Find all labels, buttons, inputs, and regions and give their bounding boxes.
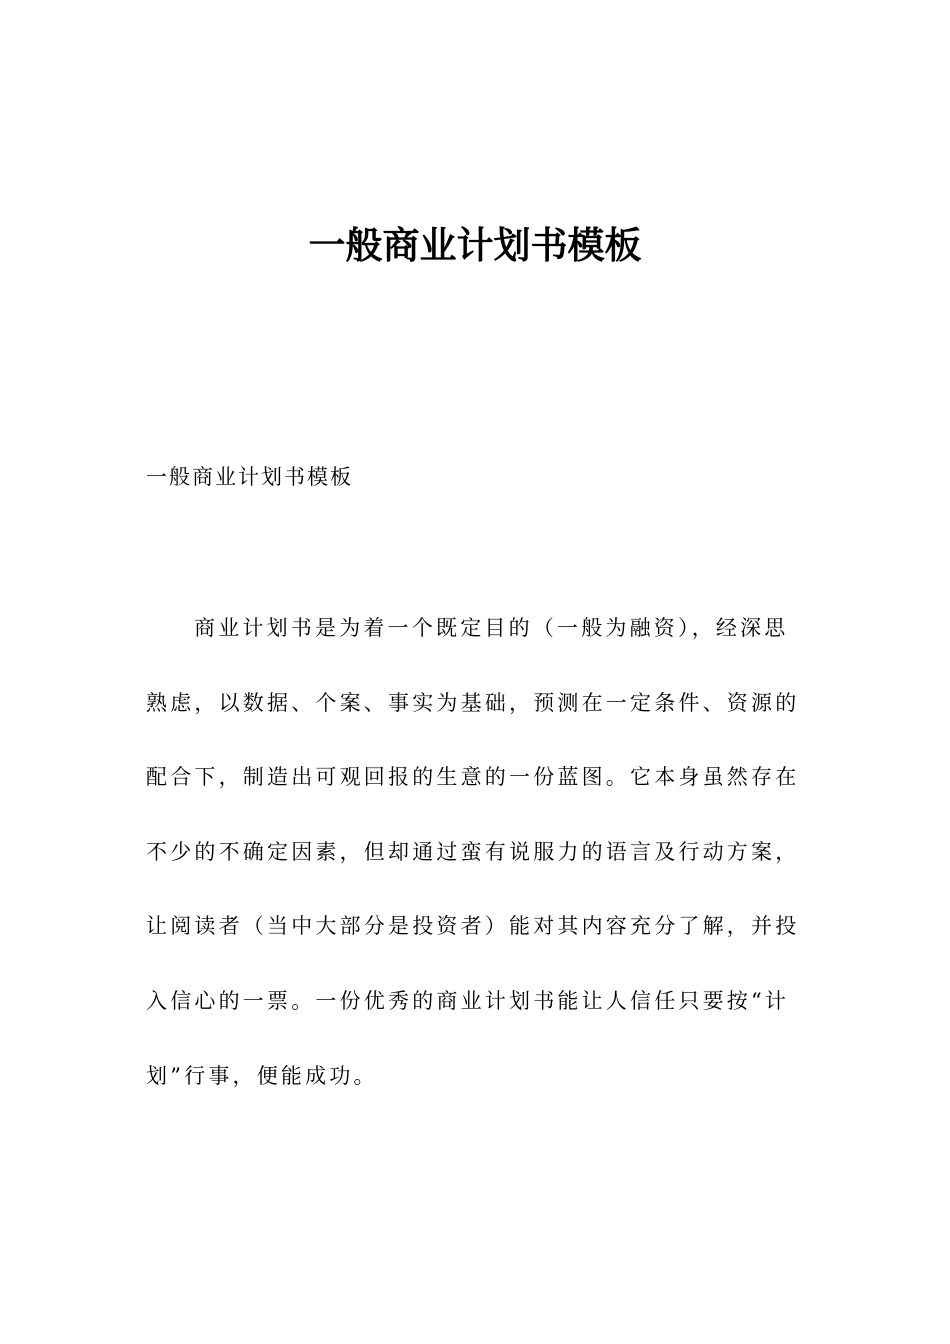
body-line: 熟虑，以数据、个案、事实为基础，预测在一定条件、资源的 [146, 690, 800, 715]
document-subtitle: 一般商业计划书模板 [146, 465, 353, 489]
body-paragraph [146, 608, 806, 1130]
body-line: 入信心的一票。一份优秀的商业计划书能让人信任只要按“计 [146, 988, 790, 1013]
document-title: 一般商业计划书模板 [308, 224, 642, 267]
body-line: 让阅读者（当中大部分是投资者）能对其内容充分了解，并投 [146, 914, 800, 939]
body-line: 商业计划书是为着一个既定目的（一般为融资），经深思 [194, 616, 789, 640]
body-line: 划”行事，便能成功。 [146, 1063, 378, 1088]
body-line: 配合下，制造出可观回报的生意的一份蓝图。它本身虽然存在 [146, 765, 800, 790]
body-line: 不少的不确定因素，但却通过蛮有说服力的语言及行动方案， [146, 839, 800, 864]
